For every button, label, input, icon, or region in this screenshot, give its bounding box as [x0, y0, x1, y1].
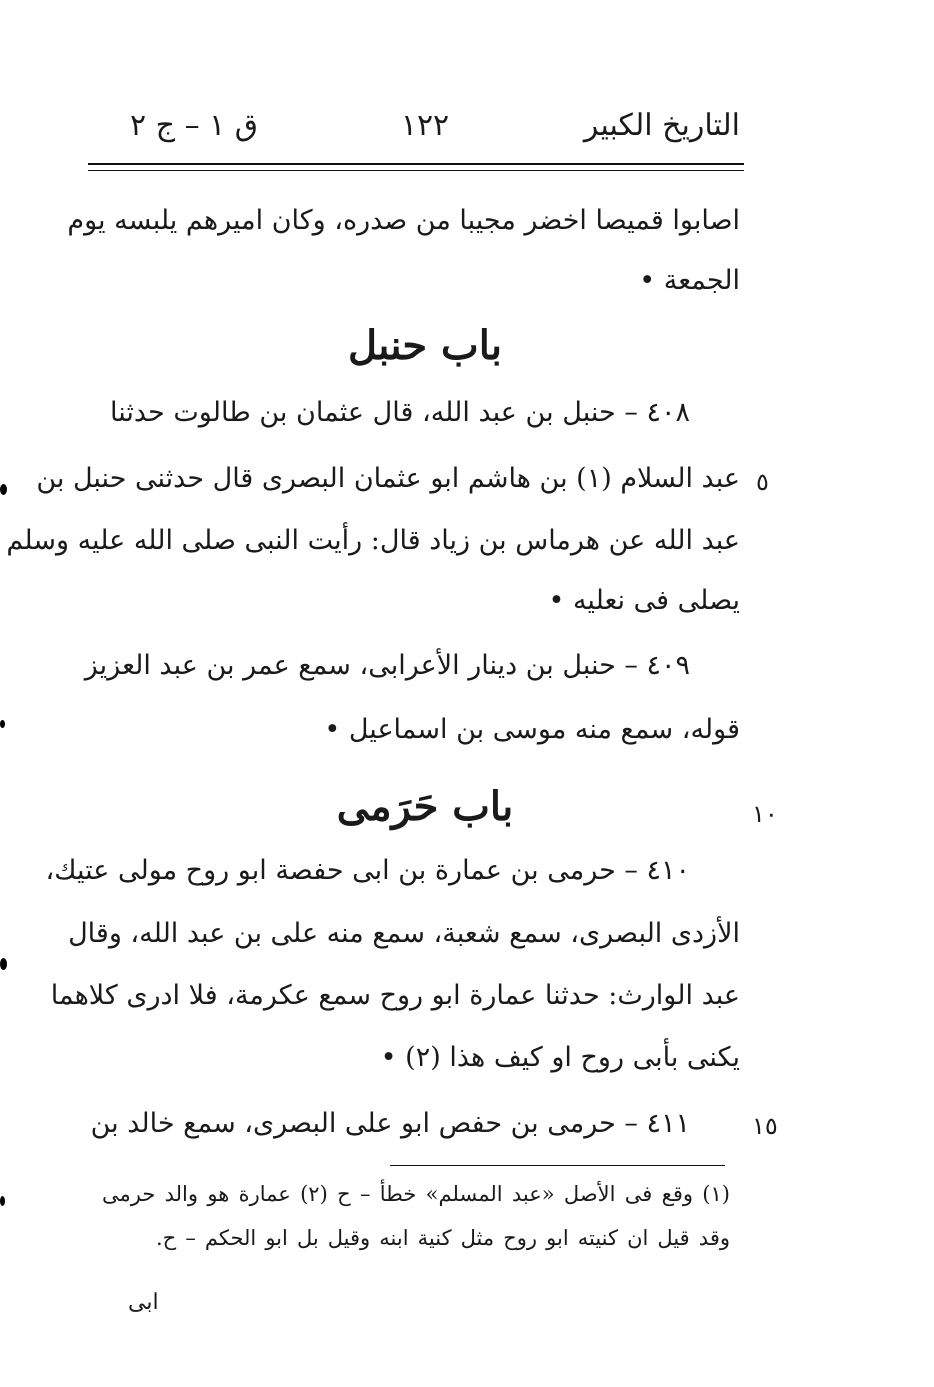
entry-line: عبد الوارث: حدثنا عمارة ابو روح سمع عكرمة، فلا ادرى كلاهما — [50, 980, 740, 1011]
entry-line: ٤١٠ – حرمى بن عمارة بن ابى حفصة ابو روح مولى عتيك، — [45, 855, 690, 886]
footnote-rule — [390, 1165, 725, 1166]
margin-speck — [0, 1196, 5, 1206]
section-heading: باب حنبل — [347, 322, 503, 369]
entry-line: ٤٠٨ – حنبل بن عبد الله، قال عثمان بن طالوت حدثنا — [110, 397, 690, 428]
header-rule-thick — [88, 163, 744, 165]
entry-line: قوله، سمع منه موسى بن اسماعيل • — [324, 714, 740, 745]
header-rule-thin — [88, 170, 744, 171]
margin-speck — [0, 484, 7, 495]
volume-reference: ق ١ – ج ٢ — [130, 108, 259, 143]
catchword: ابى — [128, 1290, 159, 1315]
text-line: اصابوا قميصا اخضر مجيبا من صدره، وكان اميرهم يلبسه يوم — [67, 205, 740, 236]
entry-line: ٤١١ – حرمى بن حفص ابو على البصرى، سمع خالد بن — [90, 1108, 690, 1139]
margin-speck — [0, 958, 7, 970]
entry-line: الأزدى البصرى، سمع شعبة، سمع منه على بن عبد الله، وقال — [68, 918, 740, 949]
line-number: ٥ — [756, 468, 769, 496]
page-number: ١٢٢ — [400, 108, 450, 143]
line-number: ١٥ — [752, 1112, 778, 1140]
entry-line: يكنى بأبى روح او كيف هذا (٢) • — [380, 1042, 740, 1073]
text-line: الجمعة • — [639, 265, 740, 296]
margin-speck — [0, 720, 5, 728]
entry-line: ٤٠٩ – حنبل بن دينار الأعرابى، سمع عمر بن عبد العزيز — [84, 650, 690, 681]
line-number: ١٠ — [752, 800, 778, 828]
entry-line: عبد السلام (١) بن هاشم ابو عثمان البصرى قال حدثنى حنبل بن — [36, 463, 740, 494]
book-title: التاريخ الكبير — [583, 108, 740, 143]
footnote-line: (١) وقع فى الأصل «عبد المسلم» خطأ – ح (٢) عمارة هو والد حرمى — [102, 1182, 730, 1206]
section-heading: باب حَرَمى — [336, 783, 514, 830]
entry-line: عبد الله عن هرماس بن زياد قال: رأيت النبى صلى الله عليه وسلم — [6, 525, 740, 556]
running-header — [110, 108, 740, 160]
entry-line: يصلى فى نعليه • — [548, 585, 740, 616]
footnote-line: وقد قيل ان كنيته ابو روح مثل كنية ابنه وقيل بل ابو الحكم – ح. — [156, 1226, 730, 1250]
